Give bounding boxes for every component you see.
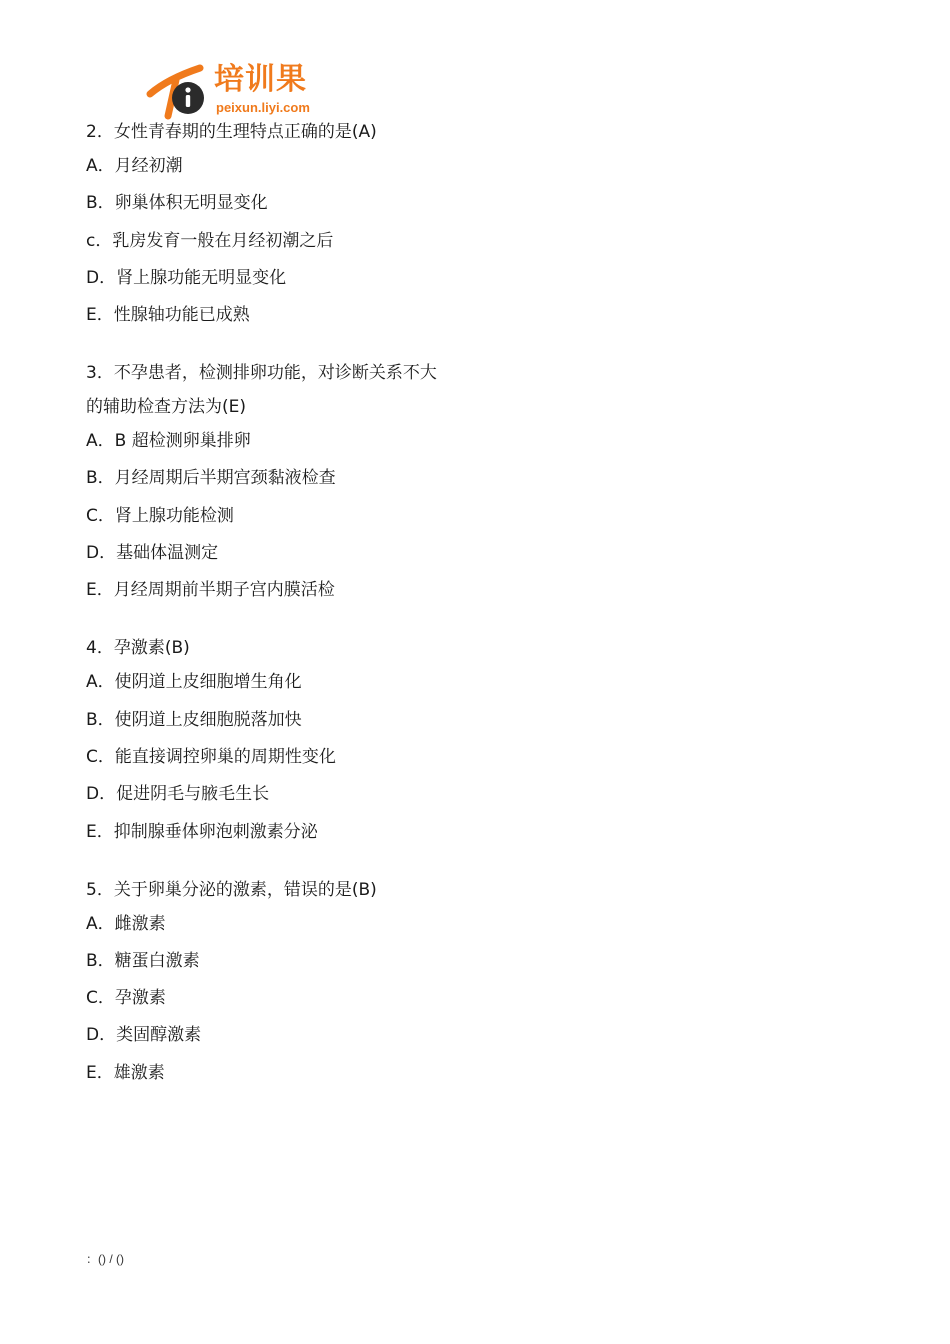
option-c: C．能直接调控卵巢的周期性变化 [86, 746, 336, 767]
option-a: A．雌激素 [86, 913, 166, 934]
question-3 [86, 361, 646, 602]
option-d: D．肾上腺功能无明显变化 [86, 267, 287, 288]
logo-name: 培训果 [214, 62, 307, 97]
question-2 [86, 120, 646, 327]
option-a: A．月经初潮 [86, 156, 183, 176]
logo-url: peixun.liyi.com [216, 100, 310, 115]
option-e: E．抑制腺垂体卵泡刺激素分泌 [86, 821, 318, 842]
option-d: D．类固醇激素 [86, 1025, 202, 1046]
question-5 [86, 878, 646, 1085]
page-indicator: ：() / () [86, 1252, 124, 1266]
option-b: B．使阴道上皮细胞脱落加快 [86, 709, 302, 730]
question-list [86, 120, 646, 1119]
question-4 [86, 636, 646, 843]
option-c: C．肾上腺功能检测 [86, 505, 234, 526]
option-a: A．B 超检测卵巢排卵 [86, 431, 251, 452]
question-stem: 3．不孕患者，检测排卵功能，对诊断关系不大 [86, 363, 437, 384]
question-stem: 2．女性青春期的生理特点正确的是(A) [86, 122, 377, 142]
option-b: B．卵巢体积无明显变化 [86, 193, 268, 214]
option-a: A．使阴道上皮细胞增生角化 [86, 672, 302, 693]
logo-mark-icon [146, 60, 210, 122]
option-e: E．性腺轴功能已成熟 [86, 305, 250, 326]
option-b: B．月经周期后半期宫颈黏液检查 [86, 468, 336, 489]
option-e: E．雄激素 [86, 1062, 165, 1083]
option-c: C．孕激素 [86, 988, 166, 1009]
question-stem: 5．关于卵巢分泌的激素，错误的是(B) [86, 879, 377, 900]
option-b: B．糖蛋白激素 [86, 950, 200, 971]
option-d: D．促进阴毛与腋毛生长 [86, 784, 270, 805]
option-c: c．乳房发育一般在月经初潮之后 [86, 230, 334, 251]
question-stem-continued: 的辅助检查方法为(E) [86, 397, 247, 418]
site-logo [146, 60, 326, 122]
option-e: E．月经周期前半期子宫内膜活检 [86, 580, 335, 601]
option-d: D．基础体温测定 [86, 543, 219, 564]
question-stem: 4．孕激素(B) [86, 638, 190, 659]
